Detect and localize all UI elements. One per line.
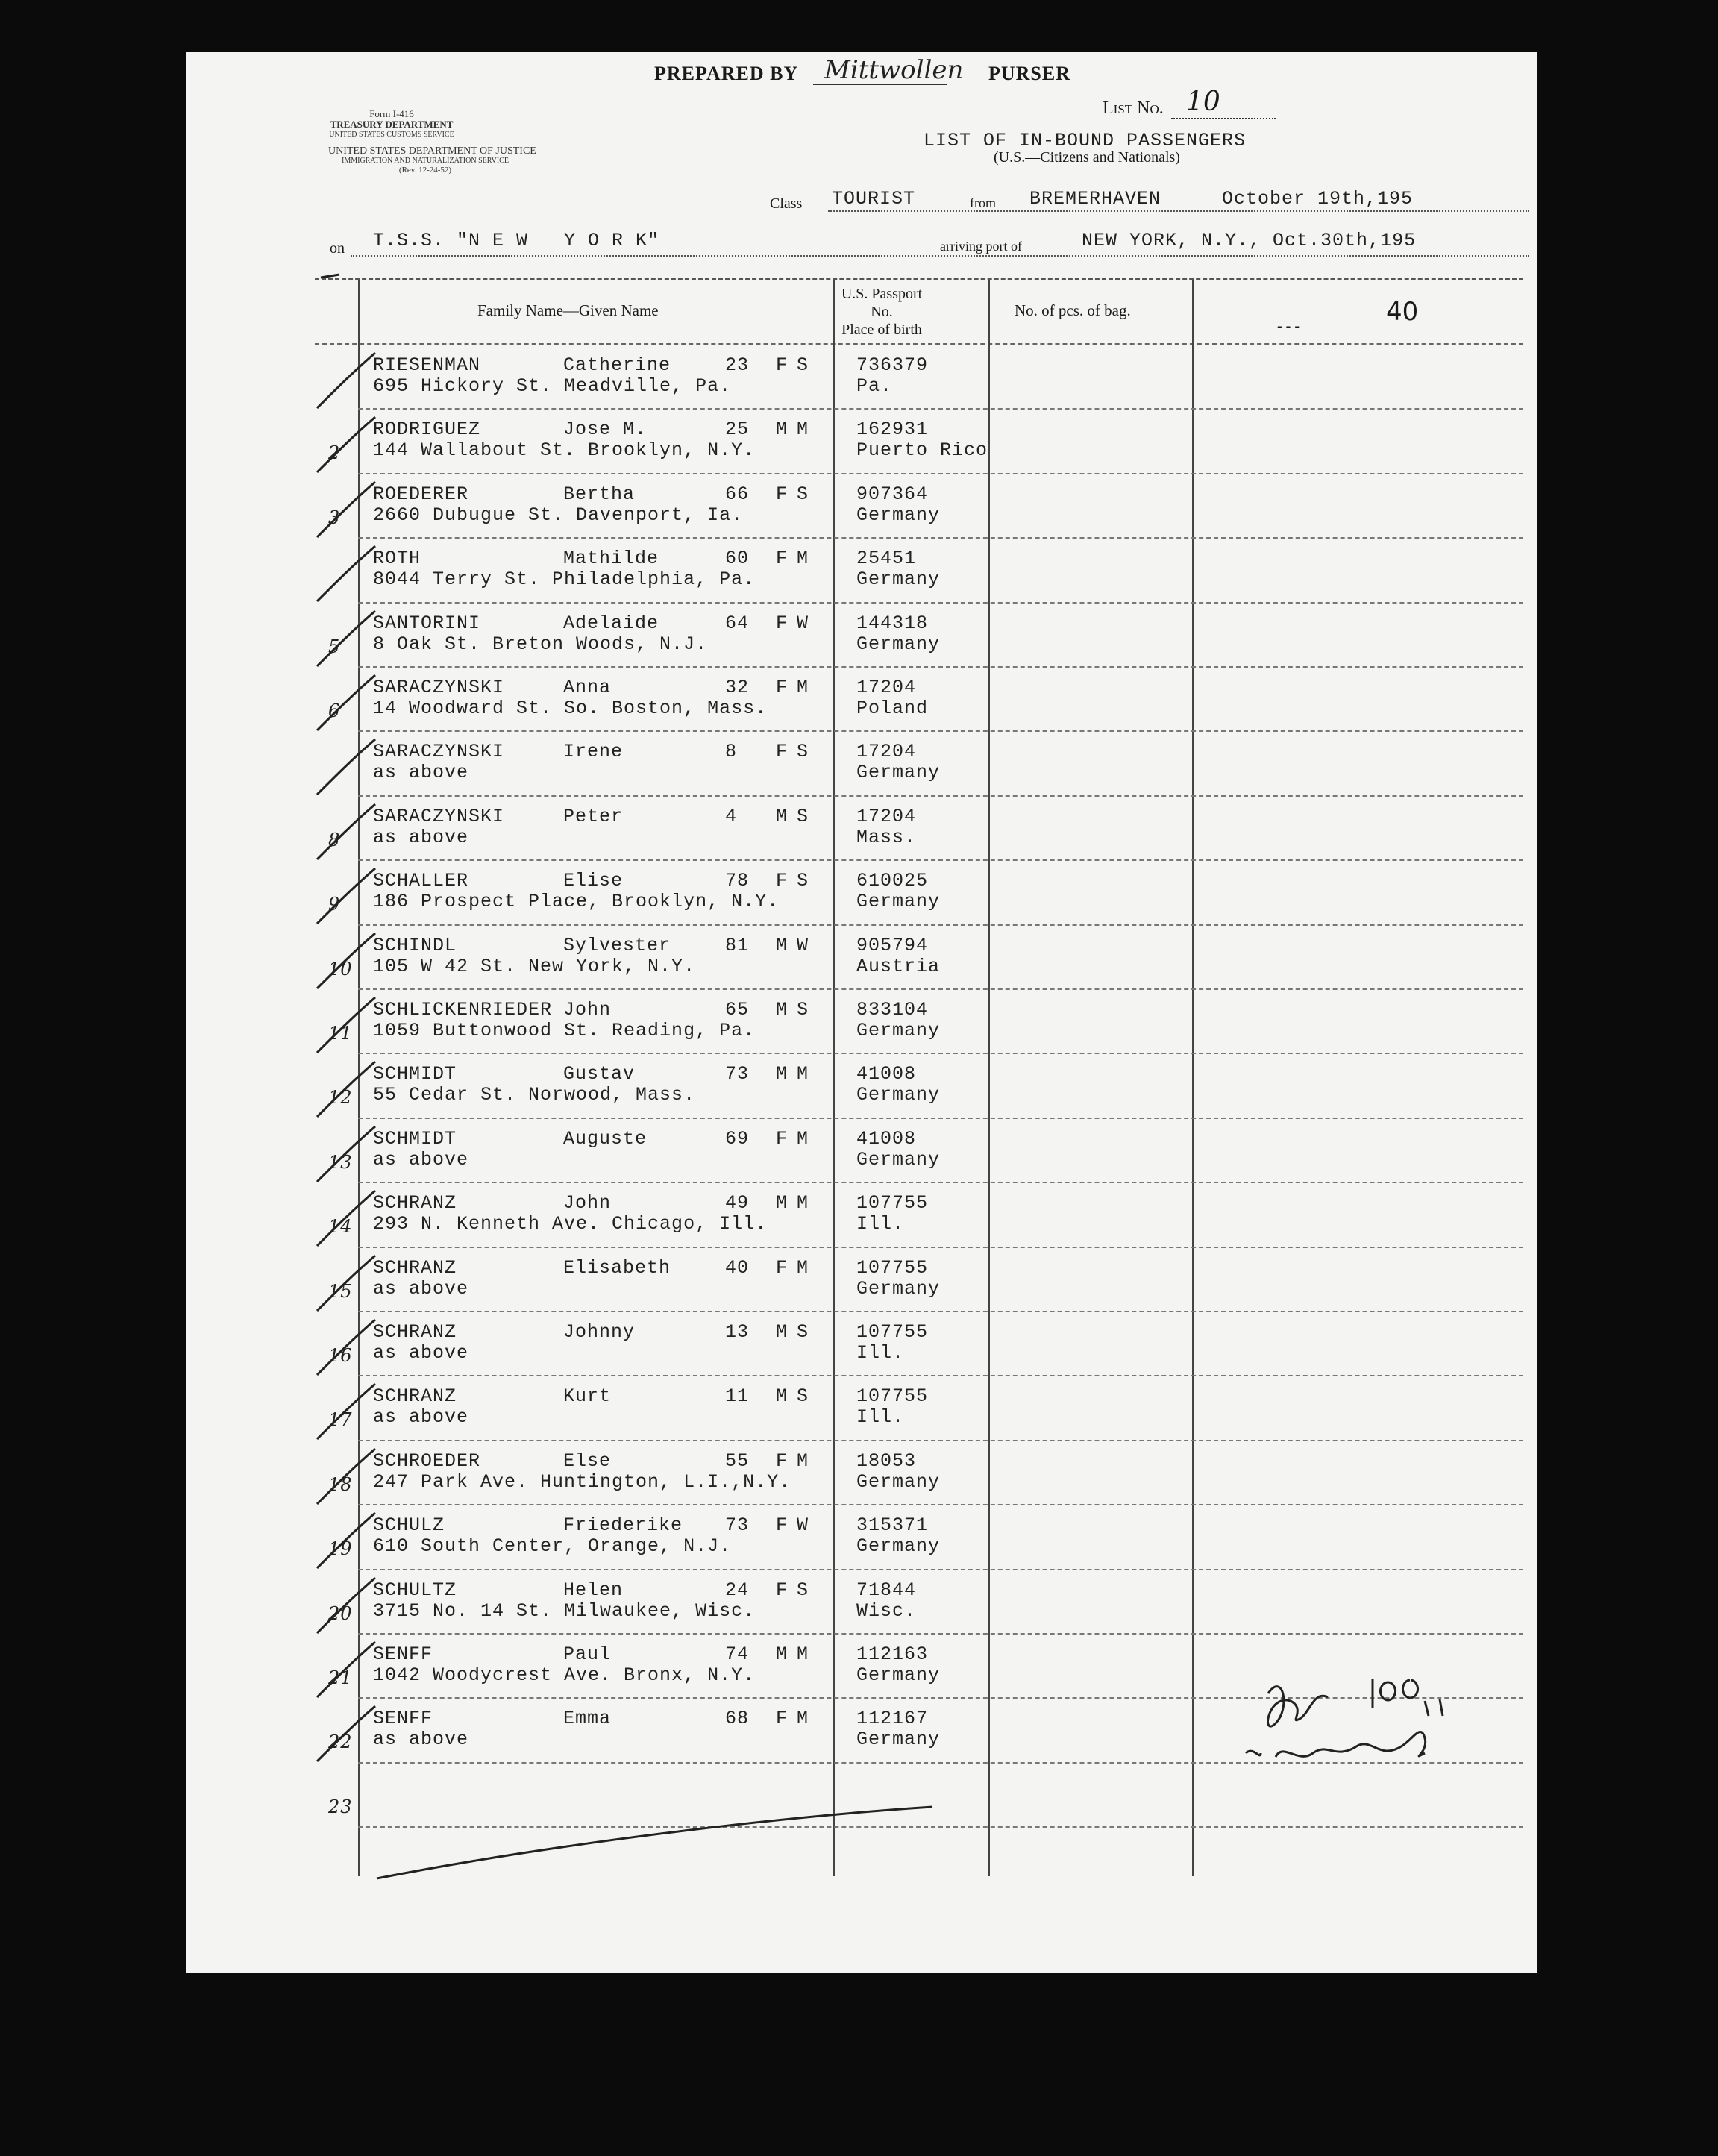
customs-line: UNITED STATES CUSTOMS SERVICE	[329, 131, 454, 139]
sex-cell: M	[776, 805, 789, 827]
address-cell: 1042 Woodycrest Ave. Bronx, N.Y.	[373, 1664, 756, 1686]
surname-cell: SCHRANZ	[373, 1256, 457, 1279]
passport-cell: 17204	[856, 741, 917, 763]
age-cell: 32	[725, 677, 750, 698]
given-name-cell: Elisabeth	[563, 1256, 671, 1279]
marital-status-cell: W	[797, 1514, 809, 1537]
surname-cell: SARACZYNSKI	[373, 677, 505, 698]
surname-cell: SCHALLER	[373, 870, 469, 892]
marital-status-cell: W	[797, 934, 809, 956]
surname-cell: RODRIGUEZ	[373, 419, 481, 441]
justice-line: UNITED STATES DEPARTMENT OF JUSTICE	[328, 145, 536, 157]
birthplace-cell: Ill.	[856, 1406, 905, 1429]
given-name-cell: Else	[563, 1450, 612, 1472]
age-cell: 55	[725, 1450, 750, 1472]
surname-cell: SANTORINI	[373, 612, 481, 634]
sex-cell: F	[776, 354, 789, 376]
marital-status-cell: M	[797, 1127, 809, 1150]
marital-status-cell: S	[797, 1321, 809, 1343]
row-number: 13	[328, 1151, 353, 1173]
col-name-header: Family Name—Given Name	[477, 301, 659, 319]
given-name-cell: John	[563, 999, 612, 1021]
row-number: 23	[328, 1796, 353, 1817]
given-name-cell: Jose M.	[563, 419, 648, 441]
row-number: 11	[328, 1023, 353, 1044]
birthplace-cell: Pa.	[856, 375, 893, 397]
arriving-label: arriving port of	[940, 239, 1022, 254]
given-name-cell: Johnny	[563, 1321, 636, 1343]
sex-cell: M	[776, 934, 789, 956]
passport-cell: 71844	[856, 1579, 917, 1601]
list-no-value: 10	[1186, 87, 1220, 117]
address-cell: as above	[373, 762, 469, 784]
address-cell: 247 Park Ave. Huntington, L.I.,N.Y.	[373, 1470, 791, 1493]
row-number: 22	[328, 1732, 353, 1753]
row-number: 5	[328, 636, 341, 657]
given-name-cell: Friederike	[563, 1514, 683, 1537]
passport-cell: 736379	[856, 354, 929, 376]
marital-status-cell: S	[797, 1579, 809, 1601]
sex-cell: F	[776, 870, 789, 892]
birthplace-cell: Ill.	[856, 1342, 905, 1364]
age-cell: 74	[725, 1643, 750, 1665]
passport-cell: 107755	[856, 1192, 929, 1215]
from-value: BREMERHAVEN	[1029, 188, 1161, 210]
marital-status-cell: M	[797, 1192, 809, 1215]
sex-cell: F	[776, 1708, 789, 1730]
passport-cell: 107755	[856, 1321, 929, 1343]
birthplace-cell: Germany	[856, 1664, 941, 1686]
age-cell: 78	[725, 870, 750, 892]
marital-status-cell: S	[797, 870, 809, 892]
passport-cell: 17204	[856, 805, 917, 827]
address-cell: 293 N. Kenneth Ave. Chicago, Ill.	[373, 1213, 768, 1235]
manifest-page	[186, 52, 1537, 1973]
address-cell: as above	[373, 826, 469, 848]
inspector-tick-marks	[1425, 1699, 1443, 1716]
marital-status-cell: S	[797, 1385, 809, 1408]
departure-date: October 19th,195	[1222, 188, 1414, 210]
birthplace-cell: Germany	[856, 1277, 941, 1300]
given-name-cell: Kurt	[563, 1385, 612, 1408]
marital-status-cell: M	[797, 1708, 809, 1730]
sex-cell: F	[776, 741, 789, 763]
age-cell: 68	[725, 1708, 750, 1730]
handwritten-marks	[186, 52, 1537, 1973]
age-cell: 64	[725, 612, 750, 634]
address-cell: as above	[373, 1148, 469, 1171]
age-cell: 24	[725, 1579, 750, 1601]
birthplace-cell: Germany	[856, 504, 941, 526]
passport-cell: 905794	[856, 934, 929, 956]
passport-cell: 107755	[856, 1385, 929, 1408]
passport-cell: 25451	[856, 548, 917, 570]
sex-cell: M	[776, 1321, 789, 1343]
passport-cell: 833104	[856, 999, 929, 1021]
birthplace-cell: Ill.	[856, 1213, 905, 1235]
margin-tick-mark	[321, 275, 339, 278]
sex-cell: M	[776, 999, 789, 1021]
arriving-value: NEW YORK, N.Y., Oct.30th,195	[1082, 230, 1417, 251]
surname-cell: RIESENMAN	[373, 354, 481, 376]
surname-cell: SCHRANZ	[373, 1321, 457, 1343]
address-cell: as above	[373, 1342, 469, 1364]
sex-cell: F	[776, 1514, 789, 1537]
address-cell: 14 Woodward St. So. Boston, Mass.	[373, 698, 768, 719]
given-name-cell: Elise	[563, 870, 624, 892]
marital-status-cell: M	[797, 548, 809, 570]
passport-cell: 41008	[856, 1127, 917, 1150]
row-number: 18	[328, 1473, 353, 1495]
sex-cell: F	[776, 677, 789, 698]
surname-cell: SCHULTZ	[373, 1579, 457, 1601]
sex-cell: F	[776, 1579, 789, 1601]
age-cell: 73	[725, 1063, 750, 1085]
address-cell: 3715 No. 14 St. Milwaukee, Wisc.	[373, 1599, 756, 1622]
birthplace-cell: Germany	[856, 1148, 941, 1171]
passport-cell: 144318	[856, 612, 929, 634]
ship-name: T.S.S. "N E W Y O R K"	[373, 230, 660, 251]
passport-cell: 18053	[856, 1450, 917, 1472]
treasury-line: TREASURY DEPARTMENT	[330, 119, 454, 130]
age-cell: 73	[725, 1514, 750, 1537]
prepared-by-label: PREPARED BY	[654, 63, 799, 84]
given-name-cell: Sylvester	[563, 934, 671, 956]
col-extra-header: - - -	[1277, 318, 1300, 334]
age-cell: 40	[725, 1256, 750, 1279]
col-baggage-header: No. of pcs. of bag.	[1015, 301, 1131, 319]
surname-cell: SENFF	[373, 1643, 433, 1665]
birthplace-cell: Puerto Rico	[856, 439, 988, 462]
age-cell: 8	[725, 741, 738, 763]
passport-cell: 41008	[856, 1063, 917, 1085]
given-name-cell: Catherine	[563, 354, 671, 376]
passport-cell: 162931	[856, 419, 929, 441]
address-cell: 105 W 42 St. New York, N.Y.	[373, 955, 696, 977]
birthplace-cell: Germany	[856, 1020, 941, 1041]
passport-cell: 907364	[856, 483, 929, 505]
row-number: 9	[328, 894, 341, 915]
row-number: 17	[328, 1409, 353, 1431]
passport-cell: 17204	[856, 677, 917, 698]
list-title: LIST OF IN-BOUND PASSENGERS	[924, 130, 1247, 151]
col-passport-line2: No.	[871, 304, 893, 320]
given-name-cell: Mathilde	[563, 548, 659, 570]
age-cell: 69	[725, 1127, 750, 1150]
birthplace-cell: Germany	[856, 1535, 941, 1558]
marital-status-cell: M	[797, 419, 809, 441]
passport-cell: 112163	[856, 1643, 929, 1665]
sex-cell: M	[776, 1192, 789, 1215]
row-number: 15	[328, 1280, 353, 1302]
row-number: 12	[328, 1087, 353, 1109]
sex-cell: F	[776, 612, 789, 634]
address-cell: 695 Hickory St. Meadville, Pa.	[373, 375, 732, 397]
given-name-cell: Anna	[563, 677, 612, 698]
col-passport-line1: U.S. Passport	[841, 286, 923, 302]
row-number: 6	[328, 701, 341, 721]
birthplace-cell: Germany	[856, 1470, 941, 1493]
purser-label: PURSER	[988, 63, 1071, 84]
sex-cell: F	[776, 483, 789, 505]
given-name-cell: Adelaide	[563, 612, 659, 634]
row-number: 14	[328, 1216, 353, 1238]
address-cell: 8 Oak St. Breton Woods, N.J.	[373, 633, 708, 655]
birthplace-cell: Germany	[856, 633, 941, 655]
passport-cell: 107755	[856, 1256, 929, 1279]
given-name-cell: Emma	[563, 1708, 612, 1730]
sex-cell: M	[776, 419, 789, 441]
given-name-cell: Peter	[563, 805, 624, 827]
form-number: Form I-416	[369, 108, 414, 119]
sex-cell: F	[776, 1127, 789, 1150]
marital-status-cell: M	[797, 1450, 809, 1472]
age-cell: 23	[725, 354, 750, 376]
passport-cell: 610025	[856, 870, 929, 892]
class-label: Class	[770, 195, 803, 212]
address-cell: 2660 Dubugue St. Davenport, Ia.	[373, 504, 744, 526]
given-name-cell: Gustav	[563, 1063, 636, 1085]
birthplace-cell: Germany	[856, 762, 941, 784]
address-cell: as above	[373, 1729, 469, 1751]
rev-line: (Rev. 12-24-52)	[398, 166, 452, 175]
marital-status-cell: S	[797, 805, 809, 827]
surname-cell: SCHMIDT	[373, 1127, 457, 1150]
age-cell: 25	[725, 419, 750, 441]
prepared-by-name: Mittwollen	[824, 55, 964, 85]
class-value: TOURIST	[832, 188, 916, 210]
page-count: 40	[1386, 297, 1419, 327]
surname-cell: SCHULZ	[373, 1514, 445, 1537]
surname-cell: SCHINDL	[373, 934, 457, 956]
surname-cell: ROTH	[373, 548, 421, 570]
given-name-cell: John	[563, 1192, 612, 1215]
immigration-line: IMMIGRATION AND NATURALIZATION SERVICE	[342, 157, 509, 165]
marital-status-cell: S	[797, 483, 809, 505]
birthplace-cell: Germany	[856, 568, 941, 591]
sex-cell: M	[776, 1063, 789, 1085]
row-number: 10	[328, 958, 353, 980]
birthplace-cell: Mass.	[856, 826, 917, 848]
surname-cell: SCHRANZ	[373, 1192, 457, 1215]
inspector-initials-mark	[1268, 1687, 1328, 1726]
marital-status-cell: S	[797, 354, 809, 376]
given-name-cell: Auguste	[563, 1127, 648, 1150]
age-cell: 65	[725, 999, 750, 1021]
marital-status-cell: M	[797, 1643, 809, 1665]
given-name-cell: Irene	[563, 741, 624, 763]
marital-status-cell: M	[797, 677, 809, 698]
address-cell: as above	[373, 1277, 469, 1300]
list-subtitle: (U.S.—Citizens and Nationals)	[994, 149, 1180, 166]
address-cell: 610 South Center, Orange, N.J.	[373, 1535, 732, 1558]
passport-cell: 315371	[856, 1514, 929, 1537]
inspector-stamp-number	[1373, 1679, 1418, 1708]
on-label: on	[330, 240, 345, 257]
surname-cell: SCHMIDT	[373, 1063, 457, 1085]
sex-cell: F	[776, 1256, 789, 1279]
age-cell: 11	[725, 1385, 750, 1408]
age-cell: 13	[725, 1321, 750, 1343]
sex-cell: M	[776, 1643, 789, 1665]
address-cell: 1059 Buttonwood St. Reading, Pa.	[373, 1020, 756, 1041]
address-cell: 186 Prospect Place, Brooklyn, N.Y.	[373, 891, 780, 913]
birthplace-cell: Germany	[856, 1084, 941, 1106]
age-cell: 81	[725, 934, 750, 956]
marital-status-cell: S	[797, 741, 809, 763]
row-number: 3	[328, 507, 341, 528]
age-cell: 66	[725, 483, 750, 505]
row-number: 20	[328, 1602, 353, 1624]
surname-cell: SCHLICKENRIEDER	[373, 999, 553, 1021]
address-cell: 144 Wallabout St. Brooklyn, N.Y.	[373, 439, 756, 462]
birthplace-cell: Wisc.	[856, 1599, 917, 1622]
marital-status-cell: W	[797, 612, 809, 634]
inspector-signature-mark	[1246, 1732, 1426, 1757]
row-number: 16	[328, 1345, 353, 1366]
birthplace-cell: Germany	[856, 1729, 941, 1751]
from-label: from	[970, 195, 996, 210]
passport-cell: 112167	[856, 1708, 929, 1730]
given-name-cell: Paul	[563, 1643, 612, 1665]
given-name-cell: Bertha	[563, 483, 636, 505]
row-number: 8	[328, 829, 341, 850]
address-cell: 8044 Terry St. Philadelphia, Pa.	[373, 568, 756, 591]
age-cell: 49	[725, 1192, 750, 1215]
given-name-cell: Helen	[563, 1579, 624, 1601]
row-number: 19	[328, 1538, 353, 1560]
age-cell: 4	[725, 805, 738, 827]
address-cell: 55 Cedar St. Norwood, Mass.	[373, 1084, 696, 1106]
sex-cell: M	[776, 1385, 789, 1408]
end-of-list-line	[377, 1807, 932, 1878]
birthplace-cell: Austria	[856, 955, 941, 977]
col-passport-line3: Place of birth	[841, 322, 922, 338]
surname-cell: SARACZYNSKI	[373, 805, 505, 827]
surname-cell: SCHROEDER	[373, 1450, 481, 1472]
list-no-label: List No.	[1103, 98, 1164, 118]
marital-status-cell: S	[797, 999, 809, 1021]
row-number: 2	[328, 442, 341, 464]
address-cell: as above	[373, 1406, 469, 1429]
birthplace-cell: Poland	[856, 698, 929, 719]
sex-cell: F	[776, 548, 789, 570]
surname-cell: SARACZYNSKI	[373, 741, 505, 763]
marital-status-cell: M	[797, 1256, 809, 1279]
surname-cell: SCHRANZ	[373, 1385, 457, 1408]
row-number: 21	[328, 1667, 353, 1688]
marital-status-cell: M	[797, 1063, 809, 1085]
surname-cell: ROEDERER	[373, 483, 469, 505]
age-cell: 60	[725, 548, 750, 570]
birthplace-cell: Germany	[856, 891, 941, 913]
surname-cell: SENFF	[373, 1708, 433, 1730]
sex-cell: F	[776, 1450, 789, 1472]
